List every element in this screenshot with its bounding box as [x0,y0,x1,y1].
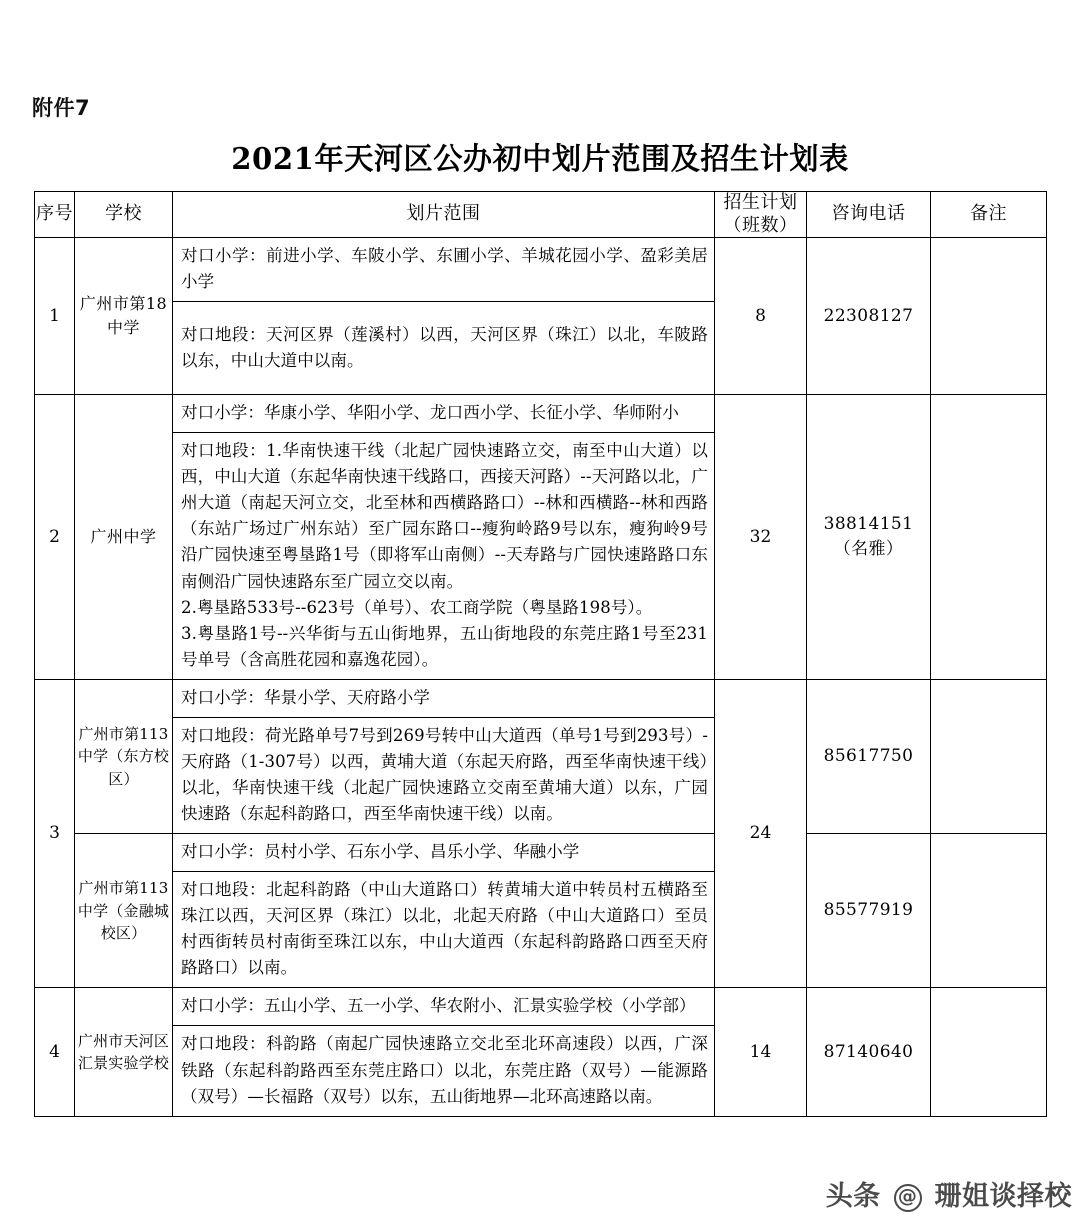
row-phone: 22308127 [807,238,931,395]
scope-segment-group [173,433,714,679]
scope-segment-text-1: 对口地段：1.华南快速干线（北起广园快速路立交，南至中山大道）以西，中山大道（东起华南快速干线路口，西接天河路）--天河路以北，广州大道（南起天河立交，北至林和西横路路口）--林和西横路--林和西路（东站广场过广州东站）至广园东路口--瘦狗岭路9号以东，瘦狗岭9号沿广园快速至粤垦路1号（即将军山南侧）--天寿路与广园快速路路口东南侧沿广园快速路东至广园立交以南。 [181,441,708,591]
scope-primary-text: 对口小学：五山小学、五一小学、华农附小、汇景实验学校（小学部） [181,996,696,1016]
scope-segment-text: 对口地段：北起科韵路（中山大道路口）转黄埔大道中转员村五横路至珠江以西，天河区界（珠江）以北，北起天府路（中山大道路口）至员村西街转员村南街至珠江以东，中山大道西（东起科韵路路口西至天府路路口）以南。 [181,880,708,978]
scope-primary-text: 对口小学：员村小学、石东小学、昌乐小学、华融小学 [181,842,580,862]
row-serial: 1 [35,238,75,395]
row-plan: 8 [715,238,807,395]
row-serial: 4 [35,988,75,1116]
scope-primary-text: 对口小学：华康小学、华阳小学、龙口西小学、长征小学、华师附小 [181,403,679,423]
row-school: 广州市第18中学 [75,238,173,395]
table-row [35,238,1047,302]
watermark-account: 珊姐谈择校 [934,1181,1072,1212]
header-plan: 招生计划（班数） [715,192,807,238]
row-phone: 38814151（名雅） [807,395,931,680]
row-phone: 87140640 [807,988,931,1116]
row-school: 广州中学 [75,395,173,680]
scope-segment-text: 对口地段：科韵路（南起广园快速路立交北至北环高速段）以西，广深铁路（东起科韵路西至东莞庄路口）以北，东莞庄路（双号）—能源路（双号）—长福路（双号）以东，五山街地界—北环高速路以南。 [181,1034,708,1106]
scope-segment-cell [173,302,715,395]
header-note: 备注 [931,192,1047,238]
row-note [931,679,1047,833]
table-header-row [35,192,1047,238]
scope-segment-text-2: 2.粤垦路533号--623号（单号）、农工商学院（粤垦路198号）。 [181,597,653,617]
scope-primary-text: 对口小学：华景小学、天府路小学 [181,687,430,707]
scope-segment-cell [173,717,715,833]
scope-primary-cell [173,238,715,302]
scope-segment-text-3: 3.粤垦路1号--兴华街与五山街地界，五山街地段的东莞庄路1号至231号单号（含高胜花园和嘉逸花园）。 [181,623,708,669]
row-note [931,834,1047,988]
header-phone: 咨询电话 [807,192,931,238]
watermark-at-icon: @ [894,1184,922,1212]
row-note [931,238,1047,395]
scope-primary-cell [173,679,715,717]
watermark-prefix: 头条 [825,1181,881,1212]
table-row [35,834,1047,872]
row-note [931,395,1047,680]
scope-primary-cell [173,395,715,433]
table-row [35,679,1047,717]
scope-segment-cell [173,433,715,680]
row-plan: 14 [715,988,807,1116]
header-scope: 划片范围 [173,192,715,238]
scope-segment-text: 对口地段：天河区界（莲溪村）以西，天河区界（珠江）以北，车陂路以东，中山大道中以南。 [181,324,708,370]
table-row [35,395,1047,433]
row-phone: 85577919 [807,834,931,988]
row-school-campus: 广州市第113中学（金融城校区） [75,834,173,988]
attachment-label: 附件7 [32,96,91,120]
scope-primary-cell [173,988,715,1026]
page-title: 2021年天河区公办初中划片范围及招生计划表 [231,142,849,177]
enrollment-table [34,191,1047,1117]
row-school-campus: 广州市第113中学（东方校区） [75,679,173,833]
row-phone: 85617750 [807,679,931,833]
row-school: 广州市天河区汇景实验学校 [75,988,173,1116]
table-row [35,988,1047,1026]
scope-segment-cell [173,872,715,988]
row-plan: 24 [715,679,807,988]
scope-primary-cell [173,834,715,872]
scope-segment-cell [173,1026,715,1116]
row-note [931,988,1047,1116]
header-serial: 序号 [35,192,75,238]
row-plan: 32 [715,395,807,680]
row-serial: 2 [35,395,75,680]
header-school: 学校 [75,192,173,238]
scope-segment-text: 对口地段：荷光路单号7号到269号转中山大道西（单号1号到293号）-天府路（1-307号）以西，黄埔大道（东起天府路，西至华南快速干线）以北，华南快速干线（北起广园快速路立交南至黄埔大道）以东，广园快速路（东起科韵路口，西至华南快速干线）以南。 [181,725,708,823]
row-serial: 3 [35,679,75,988]
scope-primary-text: 对口小学：前进小学、车陂小学、东圃小学、羊城花园小学、盈彩美居小学 [181,246,708,292]
watermark [826,1174,1072,1213]
